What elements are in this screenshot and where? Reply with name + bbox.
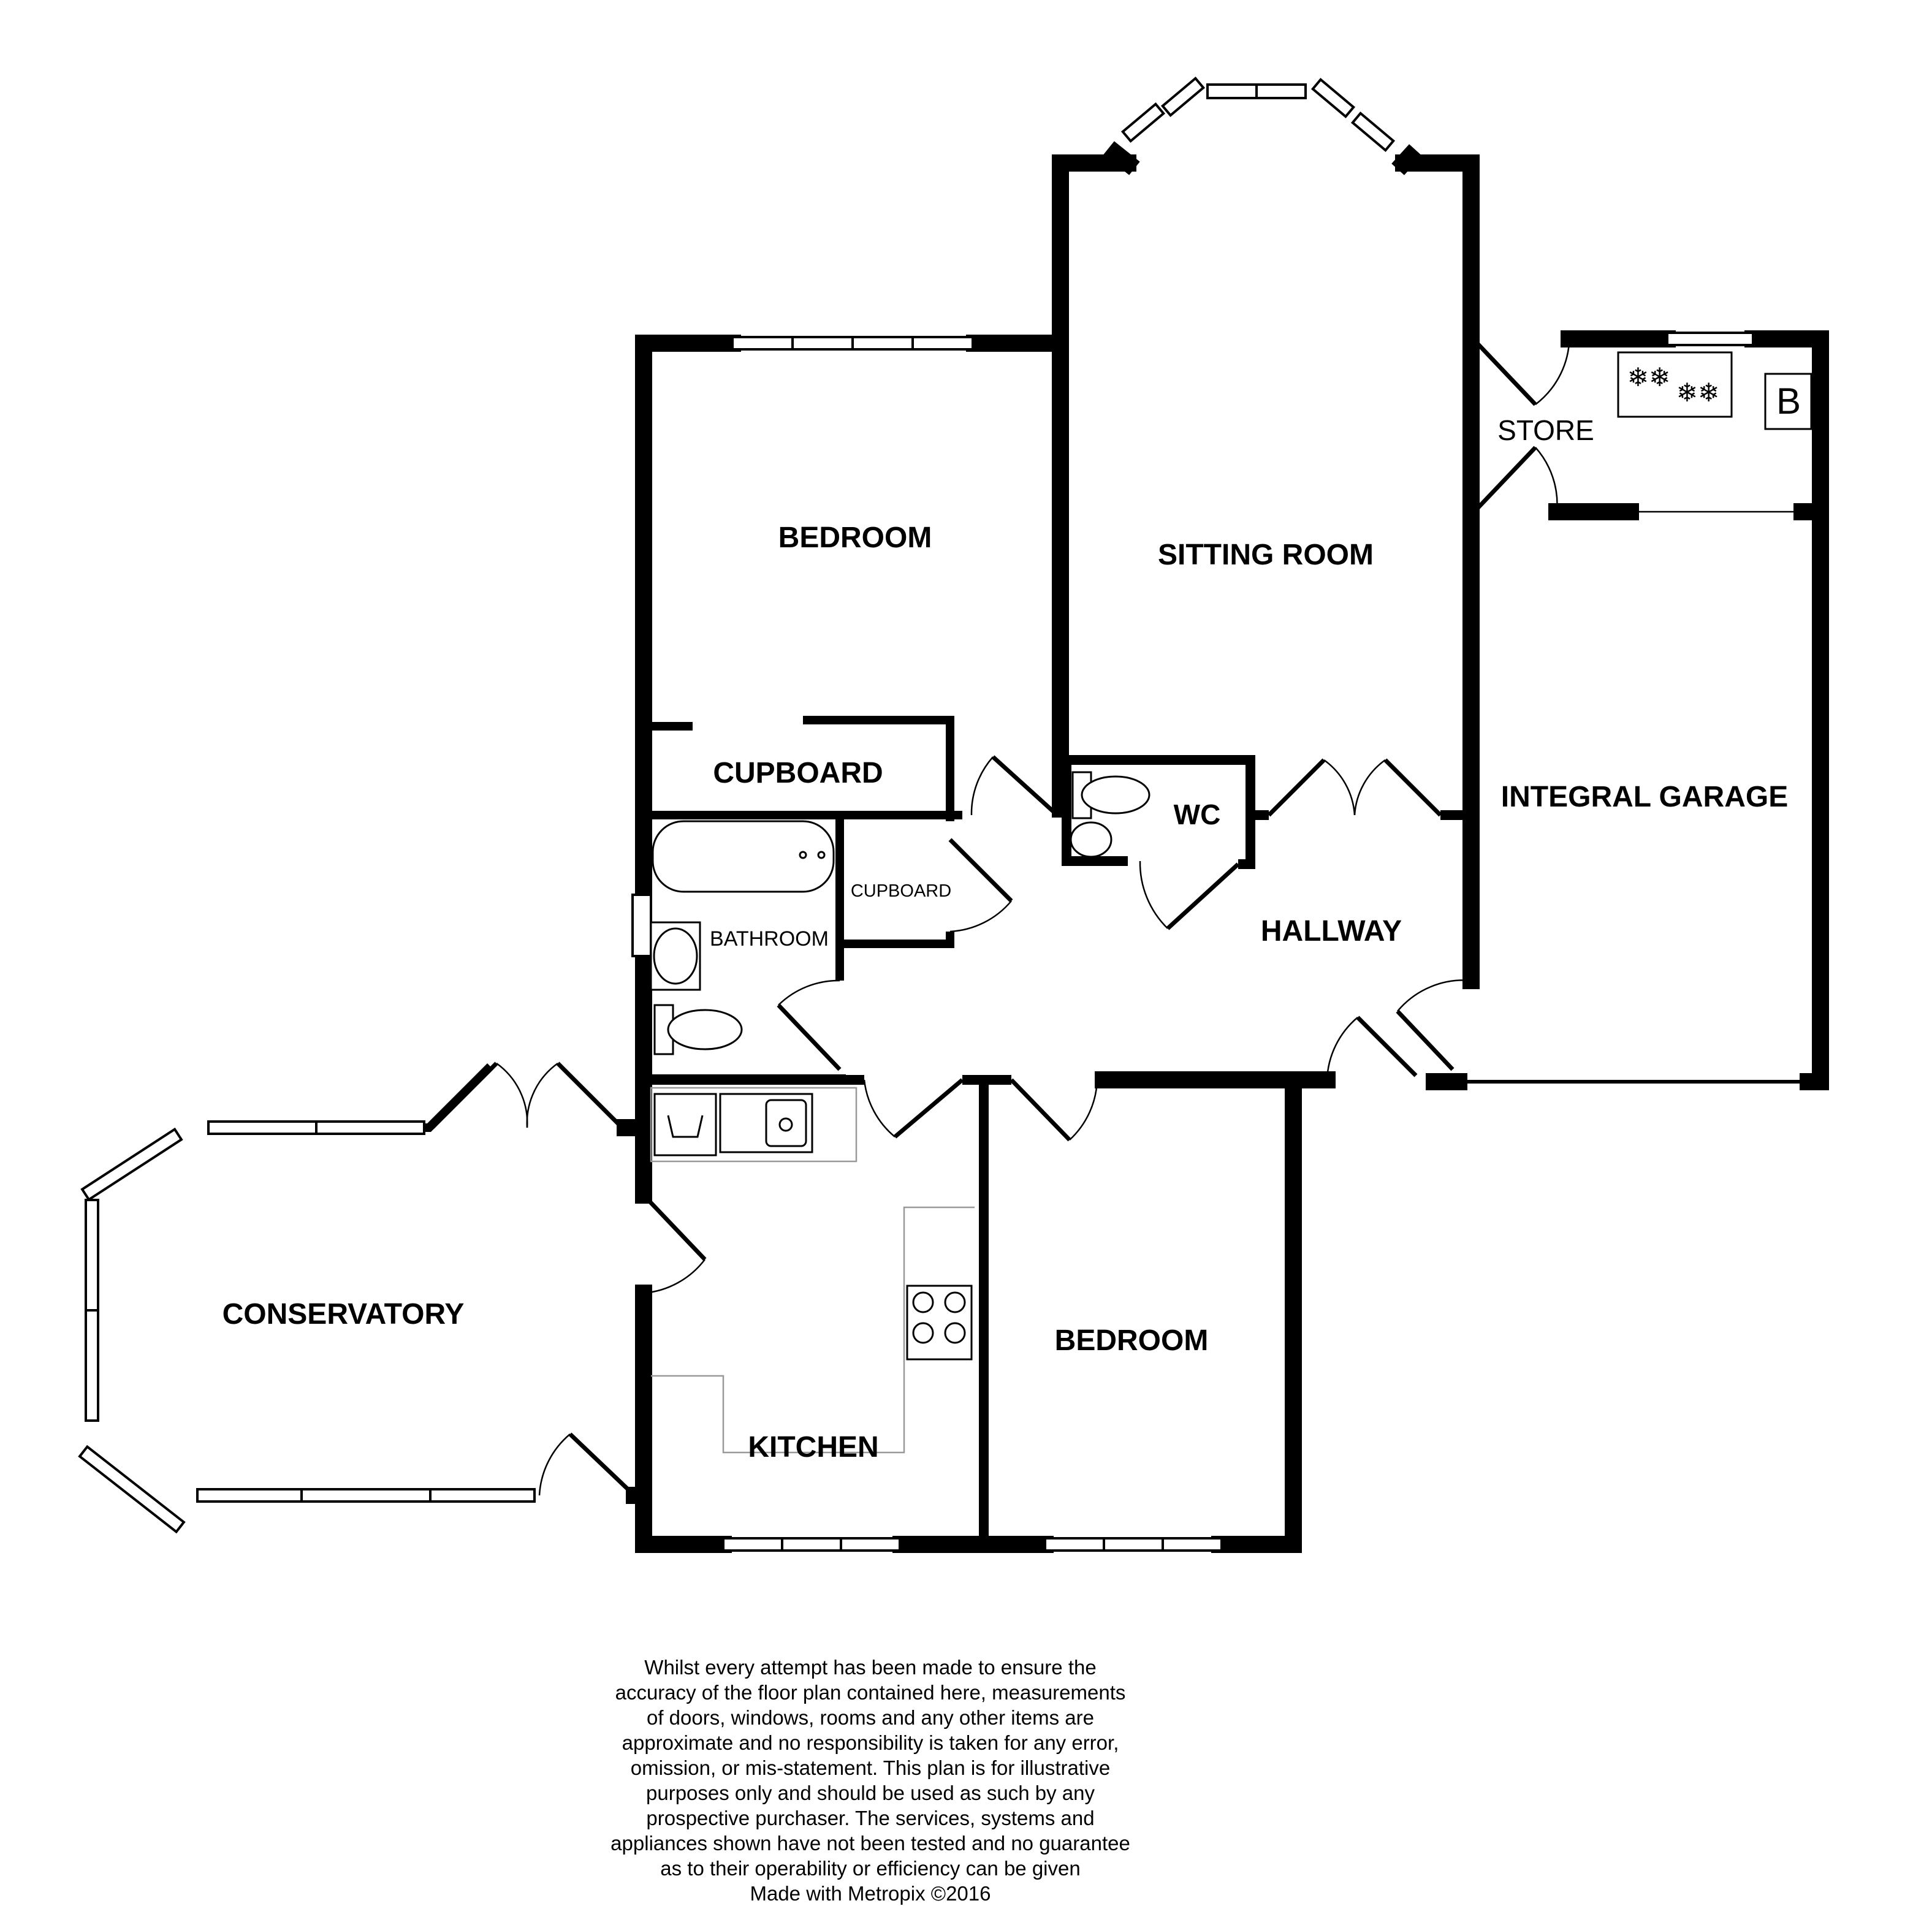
window xyxy=(316,1122,424,1134)
window xyxy=(1667,333,1753,345)
window xyxy=(302,1489,430,1502)
window xyxy=(1104,1538,1163,1551)
window xyxy=(1163,78,1203,115)
door-swing xyxy=(864,1080,895,1137)
bath-tap xyxy=(800,852,806,858)
sink-drain xyxy=(780,1118,792,1131)
room-label-integral-garage: INTEGRAL GARAGE xyxy=(1500,781,1789,813)
window xyxy=(1045,1538,1104,1551)
room-label-store: STORE xyxy=(1497,414,1594,446)
door-swing xyxy=(539,1434,570,1495)
door xyxy=(1358,1017,1416,1076)
window xyxy=(80,1447,184,1532)
door xyxy=(558,1063,622,1128)
boiler-label: B xyxy=(1776,381,1801,422)
hob-ring xyxy=(913,1293,933,1312)
disclaimer xyxy=(607,1655,1134,1906)
room-label-hallway: HALLWAY xyxy=(1260,915,1402,947)
room-label-sitting-room: SITTING ROOM xyxy=(1158,539,1374,571)
wall-garage-top-right xyxy=(1753,339,1820,1082)
door xyxy=(993,757,1057,815)
disclaimer-text: Whilst every attempt has been made to ensure the accuracy of the floor plan contained here, measurements of doors, windows, rooms and any other items are approximate and no responsibility is taken for any error, omission, or mis-statement. This plan is for illustrative purposes only and should be used as such by any prospective purchaser. The services, systems and appliances shown have not been tested and no guarantee as to their operability or efficiency can be given xyxy=(610,1656,1130,1880)
basin xyxy=(1071,822,1111,857)
room-label-cupboard-small: CUPBOARD xyxy=(850,881,952,901)
window xyxy=(853,337,913,349)
bath-tap xyxy=(818,852,824,858)
door xyxy=(432,1063,496,1128)
door xyxy=(1269,760,1324,815)
door-swing xyxy=(527,1063,558,1128)
window xyxy=(86,1310,98,1421)
wall-sitting-room-right xyxy=(1404,163,1471,339)
room-label-conservatory: CONSERVATORY xyxy=(222,1298,465,1331)
door xyxy=(950,840,1011,901)
room-label-bathroom: BATHROOM xyxy=(710,927,829,951)
window xyxy=(732,337,793,349)
window xyxy=(782,1538,841,1551)
door xyxy=(1477,447,1535,509)
door xyxy=(895,1080,962,1137)
door xyxy=(1477,343,1535,404)
door xyxy=(644,1195,705,1259)
window xyxy=(793,337,853,349)
room-labels xyxy=(222,414,1789,1464)
door-swing xyxy=(950,901,1011,932)
window xyxy=(1313,80,1353,116)
wall-bay-right xyxy=(1404,156,1410,163)
room-label-kitchen: KITCHEN xyxy=(748,1431,879,1464)
window xyxy=(1208,85,1257,98)
window xyxy=(1353,113,1393,150)
window xyxy=(723,1538,782,1551)
window xyxy=(197,1489,302,1502)
room-label-wc: WC xyxy=(1173,799,1221,830)
window xyxy=(913,337,973,349)
toilet xyxy=(668,1010,742,1049)
hob-ring xyxy=(945,1323,965,1343)
washing-symbol xyxy=(668,1115,702,1137)
door-swing xyxy=(1535,343,1569,404)
door xyxy=(1168,864,1238,928)
door-swing xyxy=(778,981,840,1005)
hob-ring xyxy=(913,1323,933,1343)
window xyxy=(1257,85,1306,98)
hob-ring xyxy=(945,1293,965,1312)
toilet xyxy=(1082,776,1149,813)
room-label-bedroom: BEDROOM xyxy=(778,522,932,554)
door xyxy=(1398,1011,1453,1069)
window xyxy=(86,1200,98,1310)
door xyxy=(778,1005,840,1069)
door xyxy=(1385,760,1440,815)
door-swing xyxy=(1324,760,1355,815)
snowflake-icon: ❄❄ xyxy=(1627,362,1671,392)
wall-bay-left xyxy=(1116,153,1128,163)
window xyxy=(1163,1538,1222,1551)
basin xyxy=(654,928,697,984)
window xyxy=(633,895,651,956)
door xyxy=(1011,1080,1070,1140)
window xyxy=(208,1122,316,1134)
window xyxy=(1123,104,1163,141)
door-swing xyxy=(1327,1017,1358,1080)
wall-conservatory-top-right xyxy=(424,1066,490,1128)
wall-sitting-room-left xyxy=(1060,163,1128,339)
door-swing xyxy=(1070,1080,1097,1140)
door-swing xyxy=(1398,980,1471,1011)
window xyxy=(430,1489,534,1502)
door-swing xyxy=(972,757,993,815)
disclaimer-credit: Made with Metropix ©2016 xyxy=(750,1882,991,1905)
snowflake-icon: ❄❄ xyxy=(1676,378,1720,408)
door-swing xyxy=(1535,447,1557,512)
door-swing xyxy=(644,1259,705,1293)
room-label-cupboard: CUPBOARD xyxy=(713,757,883,789)
door xyxy=(570,1434,634,1495)
wall-south-right xyxy=(1220,1088,1293,1544)
door-swing xyxy=(1355,760,1385,815)
door-swing xyxy=(1140,861,1168,928)
window xyxy=(841,1538,900,1551)
window xyxy=(82,1130,181,1200)
door-swing xyxy=(496,1063,527,1128)
room-label-bedroom-2: BEDROOM xyxy=(1054,1324,1209,1357)
wall-cupboard2 xyxy=(840,932,950,944)
